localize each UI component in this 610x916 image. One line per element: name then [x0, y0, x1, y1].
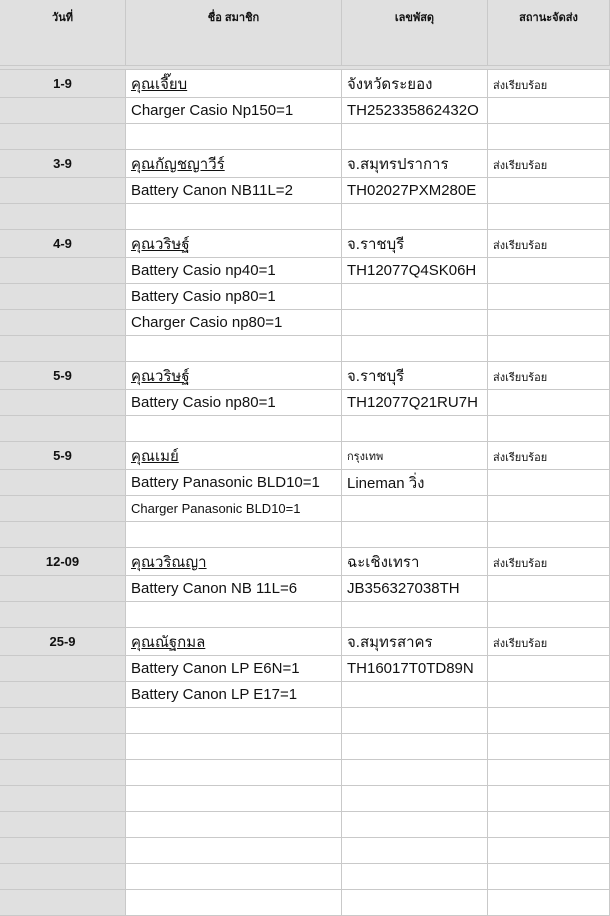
empty-cell[interactable]: [126, 864, 342, 890]
product-cell[interactable]: [126, 258, 342, 284]
empty-cell[interactable]: [488, 838, 610, 864]
row-header-cell[interactable]: [0, 576, 126, 602]
empty-cell[interactable]: [342, 416, 488, 442]
member-name-cell-text: คุณวริษฐ์: [131, 367, 190, 385]
tracking-number-cell[interactable]: [342, 258, 488, 284]
empty-cell[interactable]: [488, 890, 610, 916]
status-cell[interactable]: [488, 230, 610, 258]
destination-cell-text: จ.ราชบุรี: [347, 367, 405, 385]
date-cell-text: 4-9: [53, 236, 72, 251]
empty-cell[interactable]: [126, 336, 342, 362]
row-header-cell[interactable]: [0, 682, 126, 708]
empty-cell[interactable]: [342, 760, 488, 786]
empty-cell[interactable]: [0, 708, 126, 734]
destination-cell[interactable]: [342, 70, 488, 98]
destination-cell[interactable]: [342, 230, 488, 258]
empty-cell[interactable]: [488, 708, 610, 734]
status-cell[interactable]: [488, 150, 610, 178]
member-name-cell[interactable]: [126, 362, 342, 390]
product-cell-text: Battery Panasonic BLD10=1: [131, 474, 320, 491]
empty-cell[interactable]: [488, 786, 610, 812]
row-header-cell[interactable]: [0, 656, 126, 682]
tracking-number-cell-text: Lineman วิ่ง: [347, 474, 425, 492]
empty-cell[interactable]: [126, 416, 342, 442]
date-cell-text: 5-9: [53, 448, 72, 463]
empty-cell[interactable]: [342, 890, 488, 916]
tracking-number-cell-text: JB356327038TH: [347, 580, 460, 597]
destination-cell[interactable]: [342, 548, 488, 576]
tracking-number-cell[interactable]: [342, 656, 488, 682]
empty-cell[interactable]: [488, 760, 610, 786]
empty-cell[interactable]: [488, 522, 610, 548]
row-header-cell[interactable]: [0, 310, 126, 336]
status-cell-text: ส่งเรียบร้อย: [493, 638, 548, 650]
tracking-number-cell-text: TH02027PXM280E: [347, 182, 477, 199]
tracking-number-cell[interactable]: [342, 310, 488, 336]
header-cell-text: วันที่: [52, 12, 73, 24]
empty-cell[interactable]: [342, 734, 488, 760]
date-cell-text: 3-9: [53, 156, 72, 171]
tracking-number-cell[interactable]: [342, 470, 488, 496]
empty-cell[interactable]: [0, 204, 126, 230]
empty-cell[interactable]: [126, 812, 342, 838]
tracking-number-cell-text: TH252335862432O: [347, 102, 479, 119]
empty-cell[interactable]: [0, 336, 126, 362]
header-cell[interactable]: [488, 0, 610, 66]
empty-cell[interactable]: [0, 416, 126, 442]
date-cell[interactable]: [0, 150, 126, 178]
status-cell-text: ส่งเรียบร้อย: [493, 558, 548, 570]
empty-cell[interactable]: [488, 496, 610, 522]
product-cell[interactable]: [126, 178, 342, 204]
header-cell-text: เลขพัสดุ: [394, 12, 435, 24]
status-cell-text: ส่งเรียบร้อย: [493, 240, 548, 252]
empty-cell[interactable]: [488, 204, 610, 230]
empty-cell[interactable]: [488, 602, 610, 628]
member-name-cell[interactable]: [126, 548, 342, 576]
date-cell[interactable]: [0, 628, 126, 656]
product-cell-text: Battery Canon LP E6N=1: [131, 660, 300, 677]
status-cell[interactable]: [488, 362, 610, 390]
member-name-cell[interactable]: [126, 230, 342, 258]
product-cell[interactable]: [126, 98, 342, 124]
date-cell[interactable]: [0, 70, 126, 98]
product-cell[interactable]: [126, 576, 342, 602]
destination-cell[interactable]: [342, 628, 488, 656]
empty-cell[interactable]: [126, 760, 342, 786]
empty-cell[interactable]: [488, 98, 610, 124]
tracking-number-cell[interactable]: [342, 284, 488, 310]
empty-cell[interactable]: [488, 864, 610, 890]
destination-cell-text: จ.สมุทรสาคร: [347, 633, 433, 651]
row-header-cell[interactable]: [0, 258, 126, 284]
empty-cell[interactable]: [342, 838, 488, 864]
empty-cell[interactable]: [342, 124, 488, 150]
row-header-cell[interactable]: [0, 98, 126, 124]
empty-cell[interactable]: [488, 416, 610, 442]
empty-cell[interactable]: [488, 390, 610, 416]
empty-cell[interactable]: [0, 734, 126, 760]
row-header-cell[interactable]: [0, 470, 126, 496]
empty-cell[interactable]: [342, 812, 488, 838]
empty-cell[interactable]: [126, 838, 342, 864]
empty-cell[interactable]: [488, 734, 610, 760]
empty-cell[interactable]: [126, 124, 342, 150]
empty-cell[interactable]: [0, 602, 126, 628]
member-name-cell[interactable]: [126, 70, 342, 98]
empty-cell[interactable]: [488, 310, 610, 336]
product-cell[interactable]: [126, 656, 342, 682]
row-header-cell[interactable]: [0, 284, 126, 310]
product-cell-text: Charger Panasonic BLD10=1: [131, 501, 301, 516]
empty-cell[interactable]: [488, 656, 610, 682]
product-cell-text: Battery Casio np40=1: [131, 262, 276, 279]
member-name-cell-text: คุณวริษฐ์: [131, 235, 190, 253]
destination-cell-text: ฉะเชิงเทรา: [347, 553, 420, 571]
member-name-cell-text: คุณวริณญา: [131, 553, 207, 571]
tracking-number-cell[interactable]: [342, 98, 488, 124]
destination-cell[interactable]: [342, 442, 488, 470]
destination-cell-text: จ.ราชบุรี: [347, 235, 405, 253]
tracking-number-cell-text: TH16017T0TD89N: [347, 660, 474, 677]
product-cell-text: Battery Casio np80=1: [131, 288, 276, 305]
tracking-number-cell[interactable]: [342, 178, 488, 204]
empty-cell[interactable]: [126, 708, 342, 734]
member-name-cell[interactable]: [126, 442, 342, 470]
date-cell-text: 1-9: [53, 76, 72, 91]
empty-cell[interactable]: [342, 204, 488, 230]
status-cell[interactable]: [488, 548, 610, 576]
product-cell-text: Battery Canon LP E17=1: [131, 686, 298, 703]
empty-cell[interactable]: [488, 470, 610, 496]
product-cell[interactable]: [126, 682, 342, 708]
empty-cell[interactable]: [126, 786, 342, 812]
status-cell-text: ส่งเรียบร้อย: [493, 372, 548, 384]
empty-cell[interactable]: [126, 890, 342, 916]
member-name-cell-text: คุณณัฐกมล: [131, 633, 206, 651]
product-cell[interactable]: [126, 284, 342, 310]
status-cell-text: ส่งเรียบร้อย: [493, 452, 548, 464]
tracking-number-cell[interactable]: [342, 576, 488, 602]
tracking-number-cell[interactable]: [342, 390, 488, 416]
header-cell[interactable]: [342, 0, 488, 66]
status-cell[interactable]: [488, 628, 610, 656]
date-cell-text: 25-9: [49, 634, 76, 649]
header-cell[interactable]: [0, 0, 126, 66]
empty-cell[interactable]: [0, 786, 126, 812]
status-cell-text: ส่งเรียบร้อย: [493, 160, 548, 172]
empty-cell[interactable]: [488, 258, 610, 284]
member-name-cell[interactable]: [126, 628, 342, 656]
empty-cell[interactable]: [342, 602, 488, 628]
row-header-cell[interactable]: [0, 390, 126, 416]
empty-cell[interactable]: [126, 522, 342, 548]
tracking-number-cell[interactable]: [342, 682, 488, 708]
empty-cell[interactable]: [342, 336, 488, 362]
empty-cell[interactable]: [0, 864, 126, 890]
empty-cell[interactable]: [126, 734, 342, 760]
tracking-number-cell-text: TH12077Q4SK06H: [347, 262, 477, 279]
status-cell-text: ส่งเรียบร้อย: [493, 80, 548, 92]
row-header-cell[interactable]: [0, 178, 126, 204]
product-cell[interactable]: [126, 310, 342, 336]
tracking-number-cell-text: TH12077Q21RU7H: [347, 394, 478, 411]
date-cell-text: 5-9: [53, 368, 72, 383]
empty-cell[interactable]: [488, 682, 610, 708]
empty-cell[interactable]: [488, 336, 610, 362]
header-cell-text: สถานะจัดส่ง: [519, 12, 578, 24]
empty-cell[interactable]: [342, 522, 488, 548]
empty-cell[interactable]: [488, 178, 610, 204]
product-cell-text: Charger Casio Np150=1: [131, 102, 294, 119]
empty-cell[interactable]: [488, 284, 610, 310]
product-cell-text: Battery Canon NB 11L=6: [131, 580, 298, 597]
member-name-cell-text: คุณกัญชญาวีร์: [131, 155, 225, 173]
destination-cell-text: กรุงเทพ: [347, 450, 384, 463]
empty-cell[interactable]: [488, 812, 610, 838]
member-name-cell-text: คุณเจี๊ยบ: [131, 75, 188, 93]
empty-cell[interactable]: [126, 602, 342, 628]
date-cell-text: 12-09: [45, 554, 80, 569]
product-cell[interactable]: [126, 470, 342, 496]
status-cell[interactable]: [488, 70, 610, 98]
row-header-cell[interactable]: [0, 496, 126, 522]
empty-cell[interactable]: [0, 812, 126, 838]
date-cell[interactable]: [0, 362, 126, 390]
destination-cell[interactable]: [342, 362, 488, 390]
product-cell[interactable]: [126, 390, 342, 416]
date-cell[interactable]: [0, 442, 126, 470]
member-name-cell[interactable]: [126, 150, 342, 178]
product-cell-text: Battery Canon NB11L=2: [131, 182, 293, 199]
empty-cell[interactable]: [0, 838, 126, 864]
empty-cell[interactable]: [126, 204, 342, 230]
product-cell[interactable]: [126, 496, 342, 522]
empty-cell[interactable]: [0, 760, 126, 786]
empty-cell[interactable]: [0, 522, 126, 548]
product-cell-text: Charger Casio np80=1: [131, 314, 283, 331]
destination-cell[interactable]: [342, 150, 488, 178]
date-cell[interactable]: [0, 230, 126, 258]
header-cell[interactable]: [126, 0, 342, 66]
empty-cell[interactable]: [342, 708, 488, 734]
tracking-number-cell[interactable]: [342, 496, 488, 522]
empty-cell[interactable]: [342, 864, 488, 890]
destination-cell-text: จังหวัดระยอง: [347, 75, 433, 93]
member-name-cell-text: คุณเมย์: [131, 447, 179, 465]
empty-cell[interactable]: [488, 576, 610, 602]
empty-cell[interactable]: [0, 890, 126, 916]
empty-cell[interactable]: [342, 786, 488, 812]
destination-cell-text: จ.สมุทรปราการ: [347, 155, 449, 173]
product-cell-text: Battery Casio np80=1: [131, 394, 276, 411]
date-cell[interactable]: [0, 548, 126, 576]
header-cell-text: ชื่อ สมาชิก: [207, 12, 260, 24]
empty-cell[interactable]: [488, 124, 610, 150]
status-cell[interactable]: [488, 442, 610, 470]
empty-cell[interactable]: [0, 124, 126, 150]
